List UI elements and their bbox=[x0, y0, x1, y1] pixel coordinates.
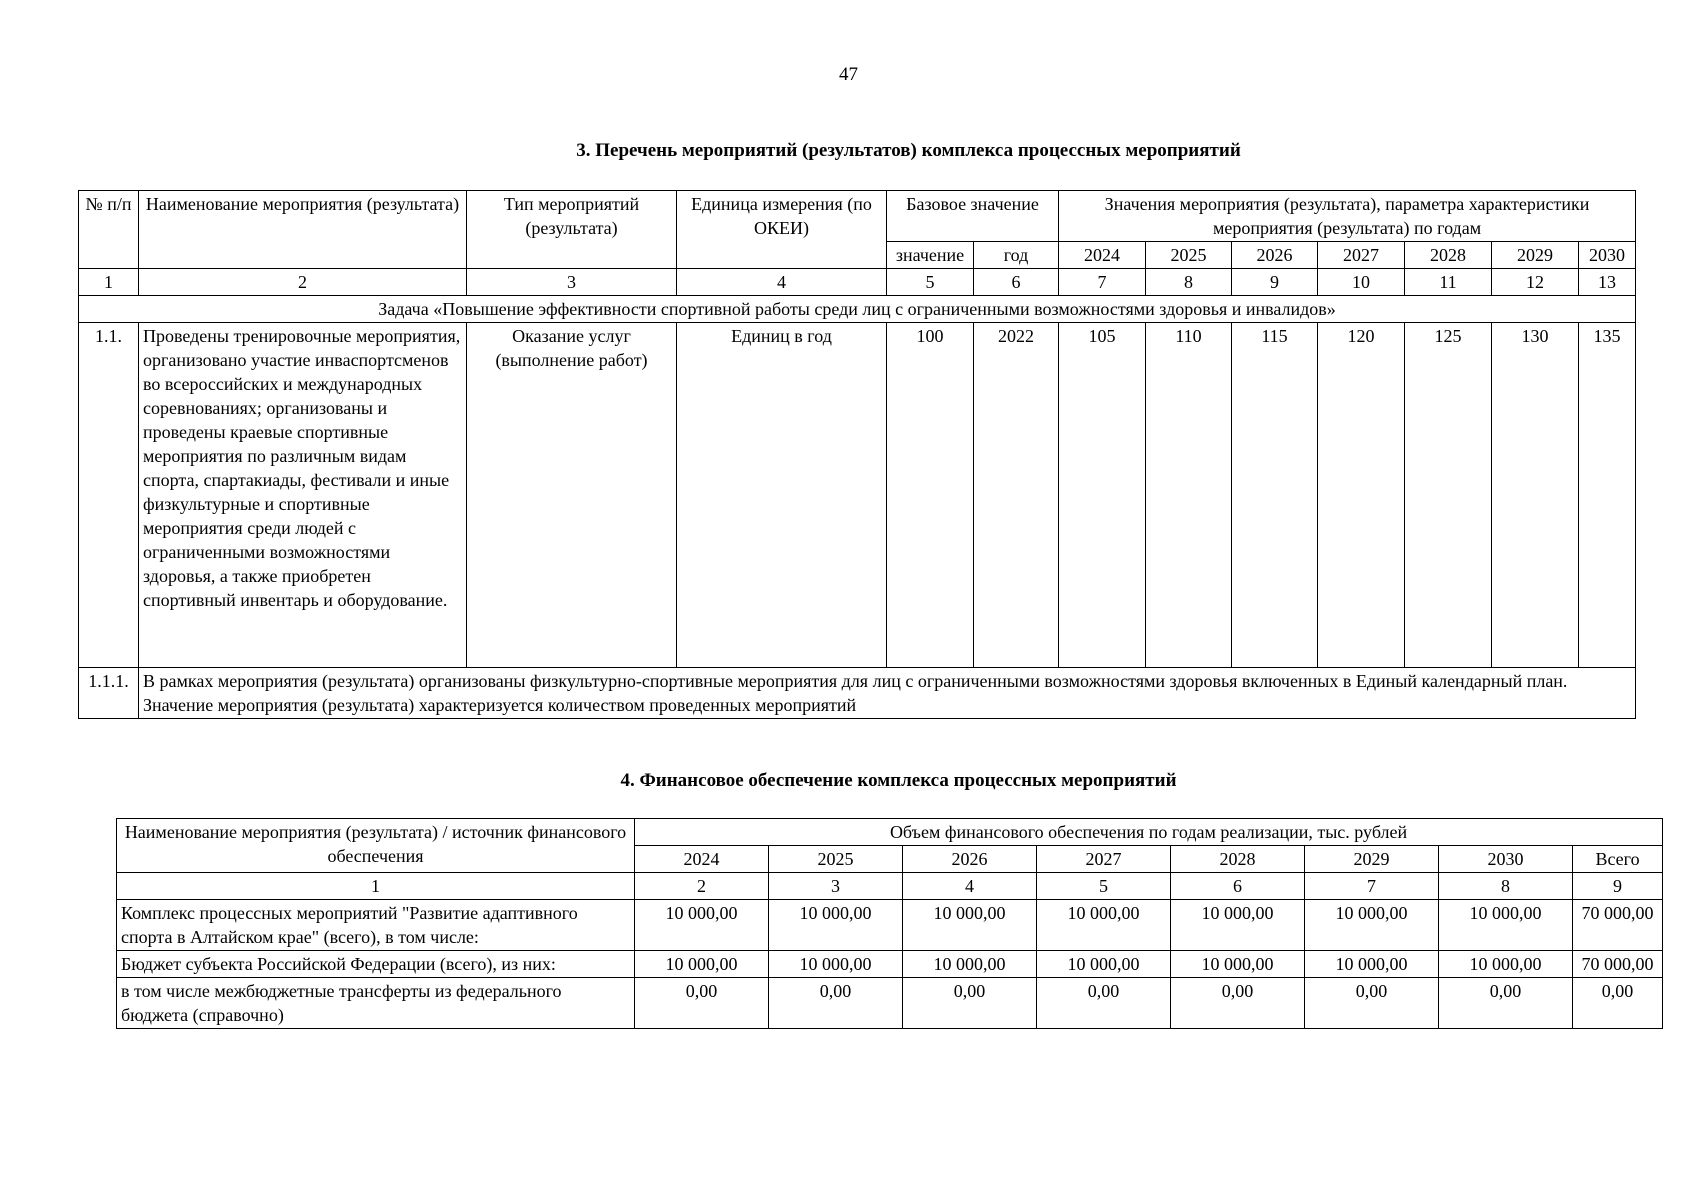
row-num: 1.1. bbox=[79, 323, 139, 668]
row-value: 10 000,00 bbox=[769, 900, 903, 951]
row-value: 0,00 bbox=[769, 978, 903, 1029]
header-base-year: год bbox=[974, 242, 1059, 269]
column-number: 2 bbox=[139, 269, 467, 296]
column-number: 7 bbox=[1059, 269, 1146, 296]
header-year: 2030 bbox=[1439, 846, 1573, 873]
row-value: 10 000,00 bbox=[1439, 951, 1573, 978]
row-value: 10 000,00 bbox=[1439, 900, 1573, 951]
task-row bbox=[79, 296, 1636, 323]
row-value: 0,00 bbox=[903, 978, 1037, 1029]
section-3-title: 3. Перечень мероприятий (результатов) комплекса процессных мероприятий bbox=[576, 140, 1241, 161]
header-base: Базовое значение bbox=[887, 191, 1059, 242]
financing-table bbox=[116, 818, 1663, 1029]
column-number: 4 bbox=[903, 873, 1037, 900]
row-value: 10 000,00 bbox=[635, 951, 769, 978]
column-number: 4 bbox=[677, 269, 887, 296]
header-values: Значения мероприятия (результата), параметра характеристики мероприятия (результата) по годам bbox=[1059, 191, 1636, 242]
row-value: 10 000,00 bbox=[1037, 951, 1171, 978]
row-value: 0,00 bbox=[1305, 978, 1439, 1029]
row-value: 115 bbox=[1232, 323, 1318, 668]
row-value: 110 bbox=[1146, 323, 1232, 668]
header-base-value: значение bbox=[887, 242, 974, 269]
row-name: в том числе межбюджетные трансферты из федерального бюджета (справочно) bbox=[117, 978, 635, 1029]
row-base-year: 2022 bbox=[974, 323, 1059, 668]
header-name: Наименование мероприятия (результата) bbox=[139, 191, 467, 269]
column-numbers-row bbox=[117, 873, 1663, 900]
header-year: 2026 bbox=[1232, 242, 1318, 269]
header-volume: Объем финансового обеспечения по годам реализации, тыс. рублей bbox=[635, 819, 1663, 846]
row-value: 120 bbox=[1318, 323, 1405, 668]
header-year: 2025 bbox=[769, 846, 903, 873]
header-year: 2027 bbox=[1037, 846, 1171, 873]
row-type: Оказание услуг (выполнение работ) bbox=[467, 323, 677, 668]
column-number: 11 bbox=[1405, 269, 1492, 296]
note-text: В рамках мероприятия (результата) организованы физкультурно-спортивные мероприятия для лиц с ограниченными возможностями здоровья включенных в Единый календарный план. Значение мероприятия (результата) характеризуется количеством проведенных мероприятий bbox=[139, 668, 1636, 719]
header-row-1 bbox=[117, 819, 1663, 846]
activities-table bbox=[78, 190, 1636, 719]
page-number: 47 bbox=[839, 64, 858, 85]
header-total: Всего bbox=[1573, 846, 1663, 873]
row-total: 0,00 bbox=[1573, 978, 1663, 1029]
header-name: Наименование мероприятия (результата) / источник финансового обеспечения bbox=[117, 819, 635, 873]
row-value: 10 000,00 bbox=[903, 951, 1037, 978]
header-year: 2025 bbox=[1146, 242, 1232, 269]
row-unit: Единиц в год bbox=[677, 323, 887, 668]
header-row-1 bbox=[79, 191, 1636, 242]
header-year: 2030 bbox=[1579, 242, 1636, 269]
header-year: 2028 bbox=[1171, 846, 1305, 873]
header-unit: Единица измерения (по ОКЕИ) bbox=[677, 191, 887, 269]
column-number: 1 bbox=[117, 873, 635, 900]
header-num: № п/п bbox=[79, 191, 139, 269]
row-value: 10 000,00 bbox=[903, 900, 1037, 951]
column-number: 13 bbox=[1579, 269, 1636, 296]
column-number: 6 bbox=[974, 269, 1059, 296]
table-row bbox=[117, 900, 1663, 951]
header-year: 2027 bbox=[1318, 242, 1405, 269]
column-number: 3 bbox=[467, 269, 677, 296]
table-row bbox=[79, 323, 1636, 668]
column-number: 8 bbox=[1439, 873, 1573, 900]
row-total: 70 000,00 bbox=[1573, 900, 1663, 951]
column-number: 12 bbox=[1492, 269, 1579, 296]
column-number: 7 bbox=[1305, 873, 1439, 900]
row-value: 125 bbox=[1405, 323, 1492, 668]
header-type: Тип мероприятий (результата) bbox=[467, 191, 677, 269]
row-value: 0,00 bbox=[1439, 978, 1573, 1029]
row-value: 10 000,00 bbox=[769, 951, 903, 978]
column-number: 9 bbox=[1232, 269, 1318, 296]
column-number: 10 bbox=[1318, 269, 1405, 296]
header-year: 2029 bbox=[1492, 242, 1579, 269]
note-row bbox=[79, 668, 1636, 719]
column-number: 3 bbox=[769, 873, 903, 900]
section-4-title: 4. Финансовое обеспечение комплекса процессных мероприятий bbox=[620, 770, 1177, 791]
row-value: 10 000,00 bbox=[1305, 951, 1439, 978]
row-name: Бюджет субъекта Российской Федерации (всего), из них: bbox=[117, 951, 635, 978]
row-base-value: 100 bbox=[887, 323, 974, 668]
row-value: 130 bbox=[1492, 323, 1579, 668]
row-value: 10 000,00 bbox=[1171, 900, 1305, 951]
header-year: 2029 bbox=[1305, 846, 1439, 873]
table-row bbox=[117, 951, 1663, 978]
header-year: 2026 bbox=[903, 846, 1037, 873]
row-value: 10 000,00 bbox=[635, 900, 769, 951]
note-num: 1.1.1. bbox=[79, 668, 139, 719]
row-name: Комплекс процессных мероприятий "Развитие адаптивного спорта в Алтайском крае" (всего), в том числе: bbox=[117, 900, 635, 951]
header-year: 2024 bbox=[1059, 242, 1146, 269]
row-value: 0,00 bbox=[1037, 978, 1171, 1029]
column-number: 5 bbox=[1037, 873, 1171, 900]
row-value: 0,00 bbox=[635, 978, 769, 1029]
column-number: 2 bbox=[635, 873, 769, 900]
column-number: 5 bbox=[887, 269, 974, 296]
table-row bbox=[117, 978, 1663, 1029]
task-title: Задача «Повышение эффективности спортивной работы среди лиц с ограниченными возможностями здоровья и инвалидов» bbox=[79, 296, 1636, 323]
row-value: 10 000,00 bbox=[1037, 900, 1171, 951]
column-numbers-row bbox=[79, 269, 1636, 296]
row-value: 10 000,00 bbox=[1305, 900, 1439, 951]
row-total: 70 000,00 bbox=[1573, 951, 1663, 978]
column-number: 1 bbox=[79, 269, 139, 296]
column-number: 9 bbox=[1573, 873, 1663, 900]
column-number: 8 bbox=[1146, 269, 1232, 296]
row-value: 0,00 bbox=[1171, 978, 1305, 1029]
header-year: 2028 bbox=[1405, 242, 1492, 269]
row-name: Проведены тренировочные мероприятия, организовано участие инваспортсменов во всероссийских и международных соревнованиях; организованы и проведены краевые спортивные мероприятия по различным видам спорта, спартакиады, фестивали и иные физкультурные и спортивные мероприятия среди людей с ограниченными возможностями здоровья, а также приобретен спортивный инвентарь и оборудование. bbox=[139, 323, 467, 668]
column-number: 6 bbox=[1171, 873, 1305, 900]
header-year: 2024 bbox=[635, 846, 769, 873]
row-value: 105 bbox=[1059, 323, 1146, 668]
row-value: 10 000,00 bbox=[1171, 951, 1305, 978]
row-value: 135 bbox=[1579, 323, 1636, 668]
